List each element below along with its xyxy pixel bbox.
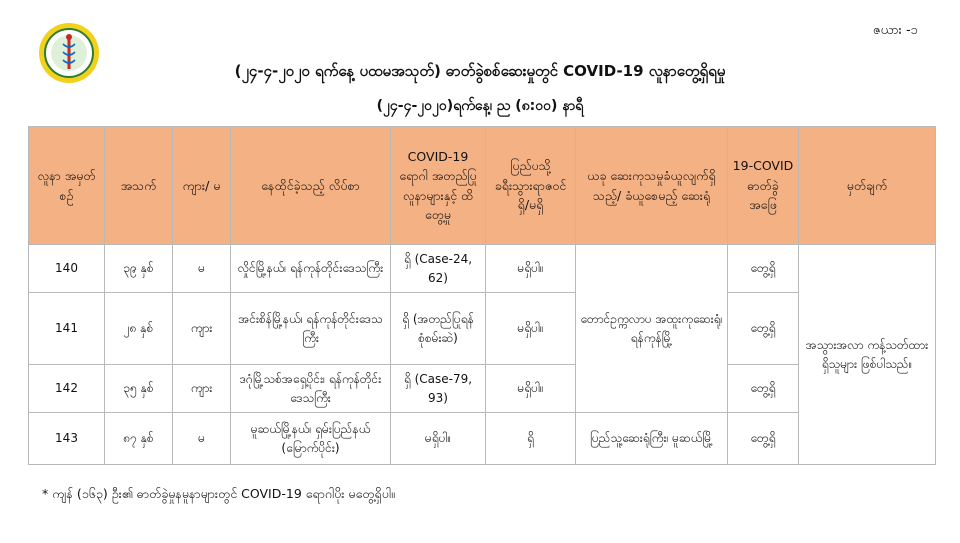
- header-no: လူနာ အမှတ်စဉ်: [29, 127, 105, 245]
- cell-hospital: ပြည်သူ့ဆေးရုံကြီး၊ မူဆယ်မြို့: [576, 413, 728, 465]
- header-hospital: ယခု ဆေးကုသမှုခံယူလျက်ရှိသည့်/ ခံယူစေမည့် ဆေးရုံ: [576, 127, 728, 245]
- header-result: 19-COVID ဓာတ်ခွဲ အဖြေ: [728, 127, 799, 245]
- cell-age: ၂၈ နှစ်: [105, 293, 173, 365]
- table-row: [29, 245, 936, 293]
- header-sex: ကျား/ မ: [173, 127, 231, 245]
- cell-no: 143: [29, 413, 105, 465]
- cell-result: တွေ့ရှိ: [728, 293, 799, 365]
- cell-sex: ကျား: [173, 293, 231, 365]
- cell-result: တွေ့ရှိ: [728, 245, 799, 293]
- cell-travel: မရှိပါ။: [486, 245, 576, 293]
- cell-contact: ရှိ (အတည်ပြုရန် စုံစမ်းဆဲ): [391, 293, 486, 365]
- cell-address: ဒဂုံမြို့သစ်အရှေ့ပိုင်း၊ ရန်ကုန်တိုင်းဒေသကြီး: [231, 365, 391, 413]
- cell-address: မူဆယ်မြို့နယ်၊ ရှမ်းပြည်နယ် (မြောက်ပိုင်း): [231, 413, 391, 465]
- cell-travel: မရှိပါ။: [486, 365, 576, 413]
- cell-remarks-merged: အသွားအလာ ကန့်သတ်ထားရှိသူများ ဖြစ်ပါသည်။: [799, 245, 936, 465]
- page-number: ဇယား -၁: [872, 23, 918, 38]
- cell-travel: မရှိပါ။: [486, 293, 576, 365]
- report-title: (၂၄-၄-၂၀၂၀ ရက်နေ့ ပထမအသုတ်) ဓာတ်ခွဲစစ်ဆေးမှုတွင် COVID-19 လူနာတွေ့ရှိရမှု: [234, 62, 726, 80]
- footnote: * ကျန် (၁၆၃) ဦး၏ ဓာတ်ခွဲမှုနမူနာများတွင် COVID-19 ရောဂါပိုး မတွေ့ရှိပါ။: [42, 486, 395, 501]
- cell-age: ၈၇ နှစ်: [105, 413, 173, 465]
- cell-contact: မရှိပါ။: [391, 413, 486, 465]
- table-header-row: [29, 127, 936, 245]
- header-age: အသက်: [105, 127, 173, 245]
- header-address: နေထိုင်ခဲ့သည့် လိပ်စာ: [231, 127, 391, 245]
- case-table: [28, 126, 936, 465]
- cell-result: တွေ့ရှိ: [728, 365, 799, 413]
- cell-hospital-merged: တောင်ဥက္ကလာပ အထူးကုဆေးရုံ၊ ရန်ကုန်မြို့: [576, 245, 728, 413]
- cell-sex: ကျား: [173, 365, 231, 413]
- cell-no: 141: [29, 293, 105, 365]
- cell-age: ၃၅ နှစ်: [105, 365, 173, 413]
- cell-no: 140: [29, 245, 105, 293]
- header-contact: COVID-19 ရောဂါ အတည်ပြုလူနာများနှင့် ထိတွေ့မှု: [391, 127, 486, 245]
- cell-address: လှိုင်မြို့နယ်၊ ရန်ကုန်တိုင်းဒေသကြီး: [231, 245, 391, 293]
- header-remarks: မှတ်ချက်: [799, 127, 936, 245]
- report-subtitle: (၂၄-၄-၂၀၂၀)ရက်နေ့၊ ည (၈:၀၀) နာရီ: [376, 98, 584, 114]
- header-travel: ပြည်ပသို့ ခရီးသွားရာဇဝင် ရှိ/မရှိ: [486, 127, 576, 245]
- cell-travel: ရှိ: [486, 413, 576, 465]
- cell-sex: မ: [173, 413, 231, 465]
- cell-contact: ရှိ (Case-79, 93): [391, 365, 486, 413]
- cell-sex: မ: [173, 245, 231, 293]
- cell-result: တွေ့ရှိ: [728, 413, 799, 465]
- cell-no: 142: [29, 365, 105, 413]
- cell-age: ၃၉ နှစ်: [105, 245, 173, 293]
- cell-address: အင်းစိန်မြို့နယ်၊ ရန်ကုန်တိုင်းဒေသကြီး: [231, 293, 391, 365]
- cell-contact: ရှိ (Case-24, 62): [391, 245, 486, 293]
